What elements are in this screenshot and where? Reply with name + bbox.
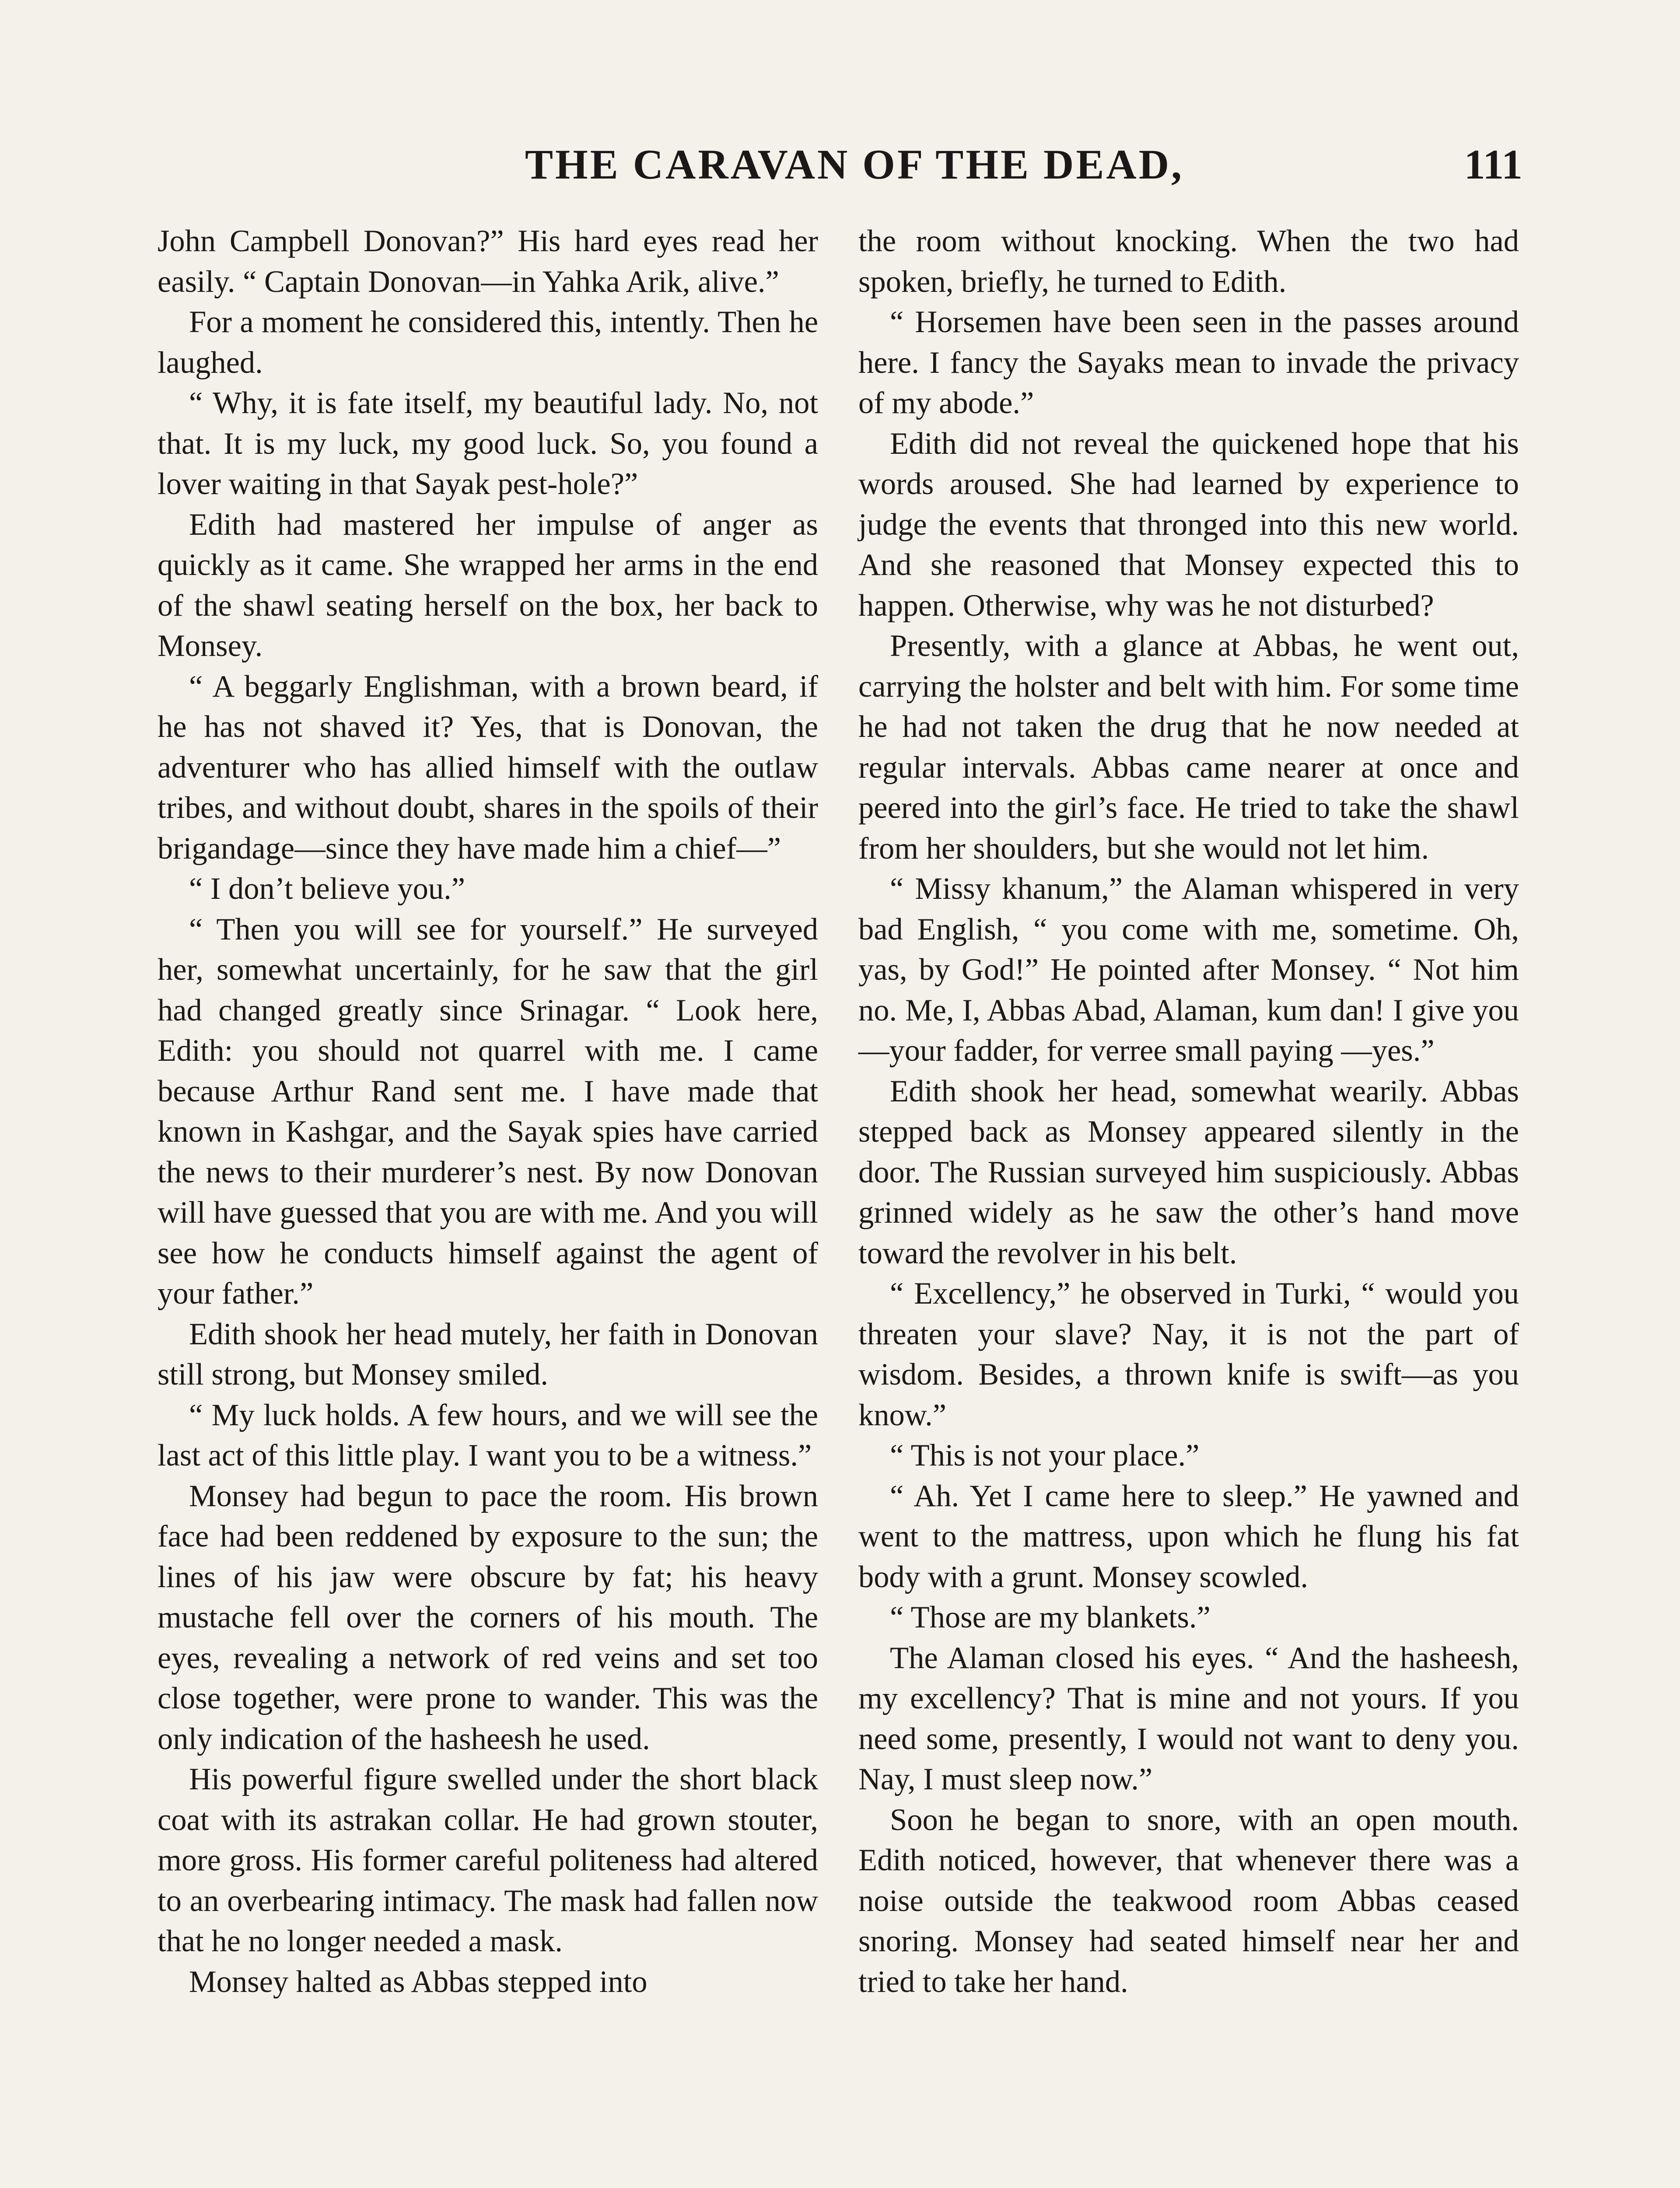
paragraph: “ A beggarly Englishman, with a brown beard, if he has not shaved it? Yes, that is Donovan, the adventurer who has allied himself with the outlaw tribes, and without doubt, shares in the spoils of their brigandage—since they have made him a chief—” (158, 669, 818, 866)
paragraph: “ Ah. Yet I came here to sleep.” He yawned and went to the mattress, upon which he flung his fat body with a grunt. Monsey scowled. (858, 1479, 1519, 1594)
page-number: 111 (1464, 141, 1522, 188)
paragraph: For a moment he considered this, intently. Then he laughed. (158, 305, 818, 380)
paragraph: “ This is not your place.” (890, 1438, 1200, 1473)
left-column (158, 221, 818, 2002)
running-title: THE CARAVAN OF THE DEAD, (525, 141, 1184, 188)
paragraph: the room without knocking. When the two had spoken, briefly, he turned to Edith. (858, 224, 1519, 299)
paragraph: “ Those are my blankets.” (890, 1600, 1211, 1634)
paragraph: John Campbell Donovan?” His hard eyes read her easily. “ Captain Donovan—in Yahka Arik, alive.” (158, 224, 818, 299)
paragraph: The Alaman closed his eyes. “ And the hasheesh, my excellency? That is mine and not yours. If you need some, presently, I would not want to deny you. Nay, I must sleep now.” (858, 1641, 1519, 1796)
paragraph: “ Missy khanum,” the Alaman whispered in very bad English, “ you come with me, sometime. Oh, yas, by God!” He pointed after Monsey. “ Not him no. Me, I, Abbas Abad, Alaman, kum dan! I give you—your fadder, for verree small paying —yes.” (858, 872, 1519, 1068)
page-header (158, 140, 1522, 197)
paragraph: “ My luck holds. A few hours, and we will see the last act of this little play. I want you to be a witness.” (158, 1398, 818, 1473)
paragraph: Soon he began to snore, with an open mouth. Edith noticed, however, that whenever there was a noise outside the teakwood room Abbas ceased snoring. Monsey had seated himself near her and tried to take her hand. (858, 1802, 1519, 1999)
paragraph: Presently, with a glance at Abbas, he went out, carrying the holster and belt with him. For some time he had not taken the drug that he now needed at regular intervals. Abbas came nearer at once and peered into the girl’s face. He tried to take the shawl from her shoulders, but she would not let him. (858, 629, 1519, 866)
paragraph: “ Excellency,” he observed in Turki, “ would you threaten your slave? Nay, it is not the part of wisdom. Besides, a thrown knife is swift—as you know.” (858, 1276, 1519, 1432)
paragraph: Edith shook her head mutely, her faith in Donovan still strong, but Monsey smiled. (158, 1317, 818, 1392)
paragraph: “ I don’t believe you.” (189, 872, 466, 906)
paragraph: Monsey had begun to pace the room. His brown face had been reddened by exposure to the sun; the lines of his jaw were obscure by fat; his heavy mustache fell over the corners of his mouth. The eyes, revealing a network of red veins and set too close together, were prone to wander. This was the only indication of the hasheesh he used. (158, 1479, 818, 1756)
paragraph: His powerful figure swelled under the short black coat with its astrakan collar. He had grown stouter, more gross. His former careful politeness had altered to an overbearing intimacy. The mask had fallen now that he no longer needed a mask. (158, 1762, 818, 1958)
paragraph: “ Horsemen have been seen in the passes around here. I fancy the Sayaks mean to invade the privacy of my abode.” (858, 305, 1519, 420)
paragraph: “ Then you will see for yourself.” He surveyed her, somewhat uncertainly, for he saw that the girl had changed greatly since Srinagar. “ Look here, Edith: you should not quarrel with me. I came because Arthur Rand sent me. I have made that known in Kashgar, and the Sayak spies have carried the news to their murderer’s nest. By now Donovan will have guessed that you are with me. And you will see how he conducts himself against the agent of your father.” (158, 912, 818, 1311)
paragraph: Edith had mastered her impulse of anger as quickly as it came. She wrapped her arms in the end of the shawl seating herself on the box, her back to Monsey. (158, 507, 818, 663)
paragraph: Edith shook her head, somewhat wearily. Abbas stepped back as Monsey appeared silently in the door. The Russian surveyed him suspiciously. Abbas grinned widely as he saw the other’s hand move toward the revolver in his belt. (858, 1074, 1519, 1270)
paragraph: Edith did not reveal the quickened hope that his words aroused. She had learned by experience to judge the events that thronged into this new world. And she reasoned that Monsey expected this to happen. Otherwise, why was he not disturbed? (858, 426, 1519, 623)
paragraph: “ Why, it is fate itself, my beautiful lady. No, not that. It is my luck, my good luck. So, you found a lover waiting in that Sayak pest-hole?” (158, 386, 818, 501)
right-column (858, 221, 1519, 2002)
paragraph: Monsey halted as Abbas stepped into (189, 1964, 648, 1999)
